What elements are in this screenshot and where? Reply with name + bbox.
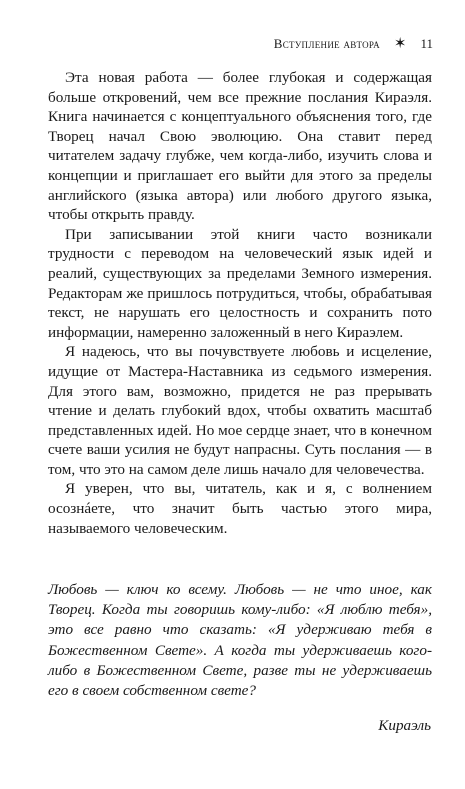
running-header bbox=[274, 36, 433, 52]
paragraph-3: Я надеюсь, что вы почувствуете любовь и исцеление, идущие от Мастера-Наставника из седьмого измерения. Для этого вам, возможно, придется не раз прерывать чтение и делать глубокий вдох, чтобы охватить масштаб представленных идей. Но мое сердце знает, что в конечном счете ваши усилия не будут напрасны. Суть послания — в том, что это на самом деле лишь начало для человечества. bbox=[48, 343, 432, 478]
chapter-title: Вступление автора bbox=[273, 36, 380, 51]
main-text bbox=[48, 68, 432, 538]
quote-text: Любовь — ключ ко всему. Любовь — не что иное, как Творец. Когда ты говоришь кому-либо: «Я люблю тебя», это все равно что сказать: «Я удерживаю тебя в Божественном Свете». А когда ты удерживаешь кого-либо в Божественном Свете, разве ты не удерживаешь его в своем собственном свете? bbox=[48, 581, 432, 700]
asterisk-ornament-icon: ✶ bbox=[393, 36, 407, 52]
paragraph-2: При записывании этой книги часто возникали трудности с переводом на человеческий язык идей и реалий, существующих за пределами Земного измерения. Редакторам же пришлось потрудиться, чтобы, обрабатывая текст, не нарушать его целостность и сохранить пото информации, намеренно заложенный в него Кираэлем. bbox=[48, 225, 432, 341]
paragraph-1: Эта новая работа — более глубокая и содержащая больше откровений, чем все прежние послания Кираэля. Книга начинается с концептуального объяснения того, где Творец начал Свою эволюцию. Она ставит перед читателем задачу глубже, чем когда-либо, изучить слова и концепции и приглашает его выйти для этого за пределы английского (языка автора) или любого другого языка, чтобы открыть правду. bbox=[48, 69, 432, 224]
page-number: 11 bbox=[420, 36, 433, 51]
paragraph-4: Я уверен, что вы, читатель, как и я, с волнением осознáете, что значит быть частью этого мира, называемого человеческим. bbox=[48, 480, 432, 537]
quote-attribution: Кираэль bbox=[378, 717, 431, 734]
epigraph-quote bbox=[48, 580, 432, 701]
